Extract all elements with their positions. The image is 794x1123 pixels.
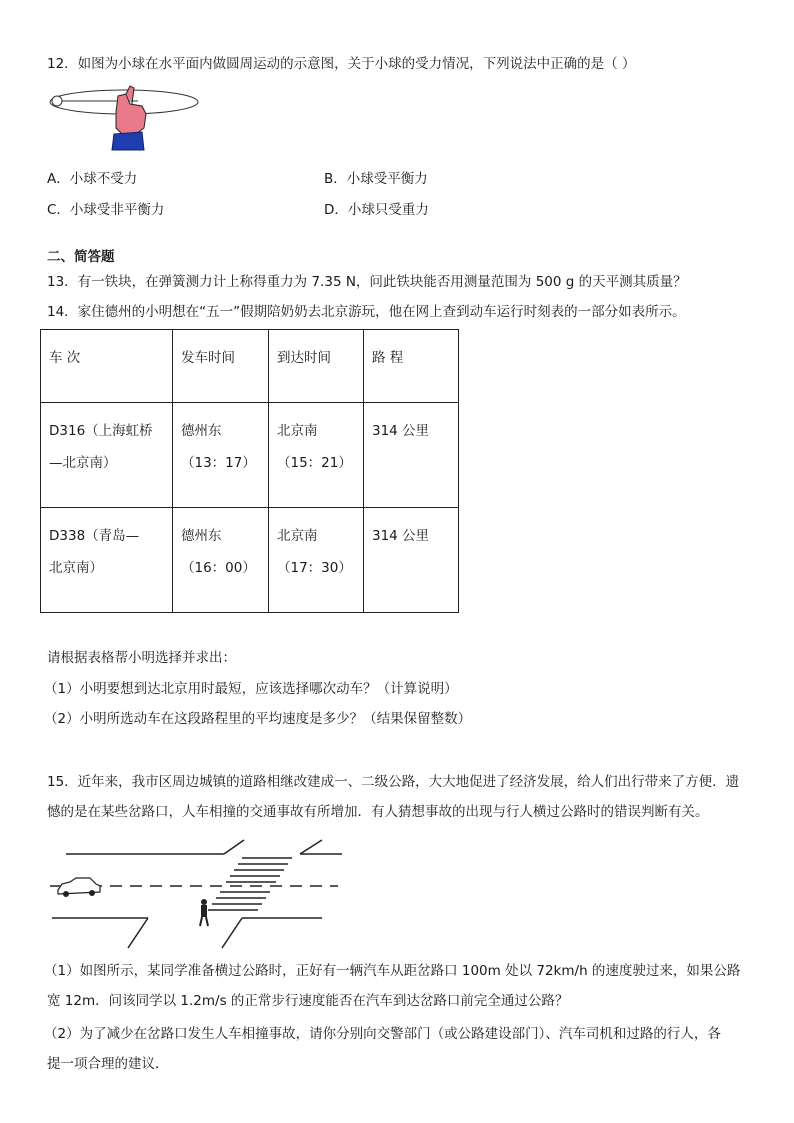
table-header-cell: 车 次 xyxy=(41,330,173,403)
depart-station: 德州东 xyxy=(181,528,222,544)
side-road-right-bottom xyxy=(222,918,242,948)
q12-stem: 12．如图为小球在水平面内做圆周运动的示意图，关于小球的受力情况，下列说法中正确的是（ ） xyxy=(47,56,636,72)
distance-cell: 314 公里 xyxy=(364,403,459,508)
depart-cell xyxy=(173,403,269,508)
train-cell xyxy=(41,508,173,613)
circular-motion-figure xyxy=(46,84,202,152)
table-row xyxy=(41,403,459,508)
side-road-left-bottom xyxy=(128,918,148,948)
train-line: 北京南） xyxy=(49,560,103,576)
q14-stem: 14．家住德州的小明想在“五一”假期陪奶奶去北京游玩，他在网上查到动车运行时刻表的一部分如表所示。 xyxy=(47,304,686,320)
q12-option-c: C．小球受非平衡力 xyxy=(47,202,165,218)
zebra-crossing xyxy=(208,858,292,910)
train-line: D338（青岛— xyxy=(49,528,140,544)
pedestrian-icon xyxy=(200,899,208,926)
q12-option-a: A．小球不受力 xyxy=(47,171,138,187)
depart-time: （13：17） xyxy=(181,455,256,471)
q12-option-d: D．小球只受重力 xyxy=(324,202,429,218)
depart-cell xyxy=(173,508,269,613)
q12-option-b: B．小球受平衡力 xyxy=(324,171,428,187)
q15-sub2-line2: 提一项合理的建议． xyxy=(47,1056,169,1072)
q15-sub1-line1: （1）如图所示，某同学准备横过公路时，正好有一辆汽车从距岔路口 100m 处以 72km/h 的速度驶过来，如果公路 xyxy=(44,963,741,979)
ball-icon xyxy=(52,96,62,106)
depart-time: （16：00） xyxy=(181,560,256,576)
side-road-right-top xyxy=(300,840,322,854)
q15-stem-line2: 憾的是在某些岔路口，人车相撞的交通事故有所增加．有人猜想事故的出现与行人横过公路时的错误判断有关。 xyxy=(47,804,709,820)
train-cell xyxy=(41,403,173,508)
sleeve-icon xyxy=(112,132,144,150)
table-header-cell: 路 程 xyxy=(364,330,459,403)
distance-cell: 314 公里 xyxy=(364,508,459,613)
depart-station: 德州东 xyxy=(181,423,222,439)
timetable xyxy=(40,329,459,613)
arrive-cell xyxy=(269,508,364,613)
table-header-cell: 到达时间 xyxy=(269,330,364,403)
arrive-station: 北京南 xyxy=(277,528,318,544)
arrive-cell xyxy=(269,403,364,508)
table-header-cell: 发车时间 xyxy=(173,330,269,403)
q15-stem-line1: 15．近年来，我市区周边城镇的道路相继改建成一、二级公路，大大地促进了经济发展，给人们出行带来了方便．遗 xyxy=(47,774,740,790)
arrive-time: （15：21） xyxy=(277,455,352,471)
q15-sub1-line2: 宽 12m．问该同学以 1.2m/s 的正常步行速度能否在汽车到达岔路口前完全通过公路？ xyxy=(47,993,569,1009)
train-line: D316（上海虹桥 xyxy=(49,423,153,439)
train-line: —北京南） xyxy=(49,455,117,471)
table-header-row xyxy=(41,330,459,403)
q14-sub2: （2）小明所选动车在这段路程里的平均速度是多少？（结果保留整数） xyxy=(44,711,472,727)
section-title: 二、简答题 xyxy=(47,249,115,265)
car-icon xyxy=(58,878,100,897)
q13-stem: 13．有一铁块，在弹簧测力计上称得重力为 7.35 N，问此铁块能否用测量范围为 500 g 的天平测其质量？ xyxy=(47,274,687,290)
table-row xyxy=(41,508,459,613)
arrive-station: 北京南 xyxy=(277,423,318,439)
crossroad-figure xyxy=(46,838,342,950)
arrive-time: （17：30） xyxy=(277,560,352,576)
q15-sub2-line1: （2）为了减少在岔路口发生人车相撞事故，请你分别向交警部门（或公路建设部门）、汽车司机和过路的行人，各 xyxy=(44,1026,721,1042)
side-road-left-top xyxy=(224,840,244,854)
q14-prompt: 请根据表格帮小明选择并求出： xyxy=(47,650,236,666)
q14-sub1: （1）小明要想到达北京用时最短，应该选择哪次动车？（计算说明） xyxy=(44,681,458,697)
